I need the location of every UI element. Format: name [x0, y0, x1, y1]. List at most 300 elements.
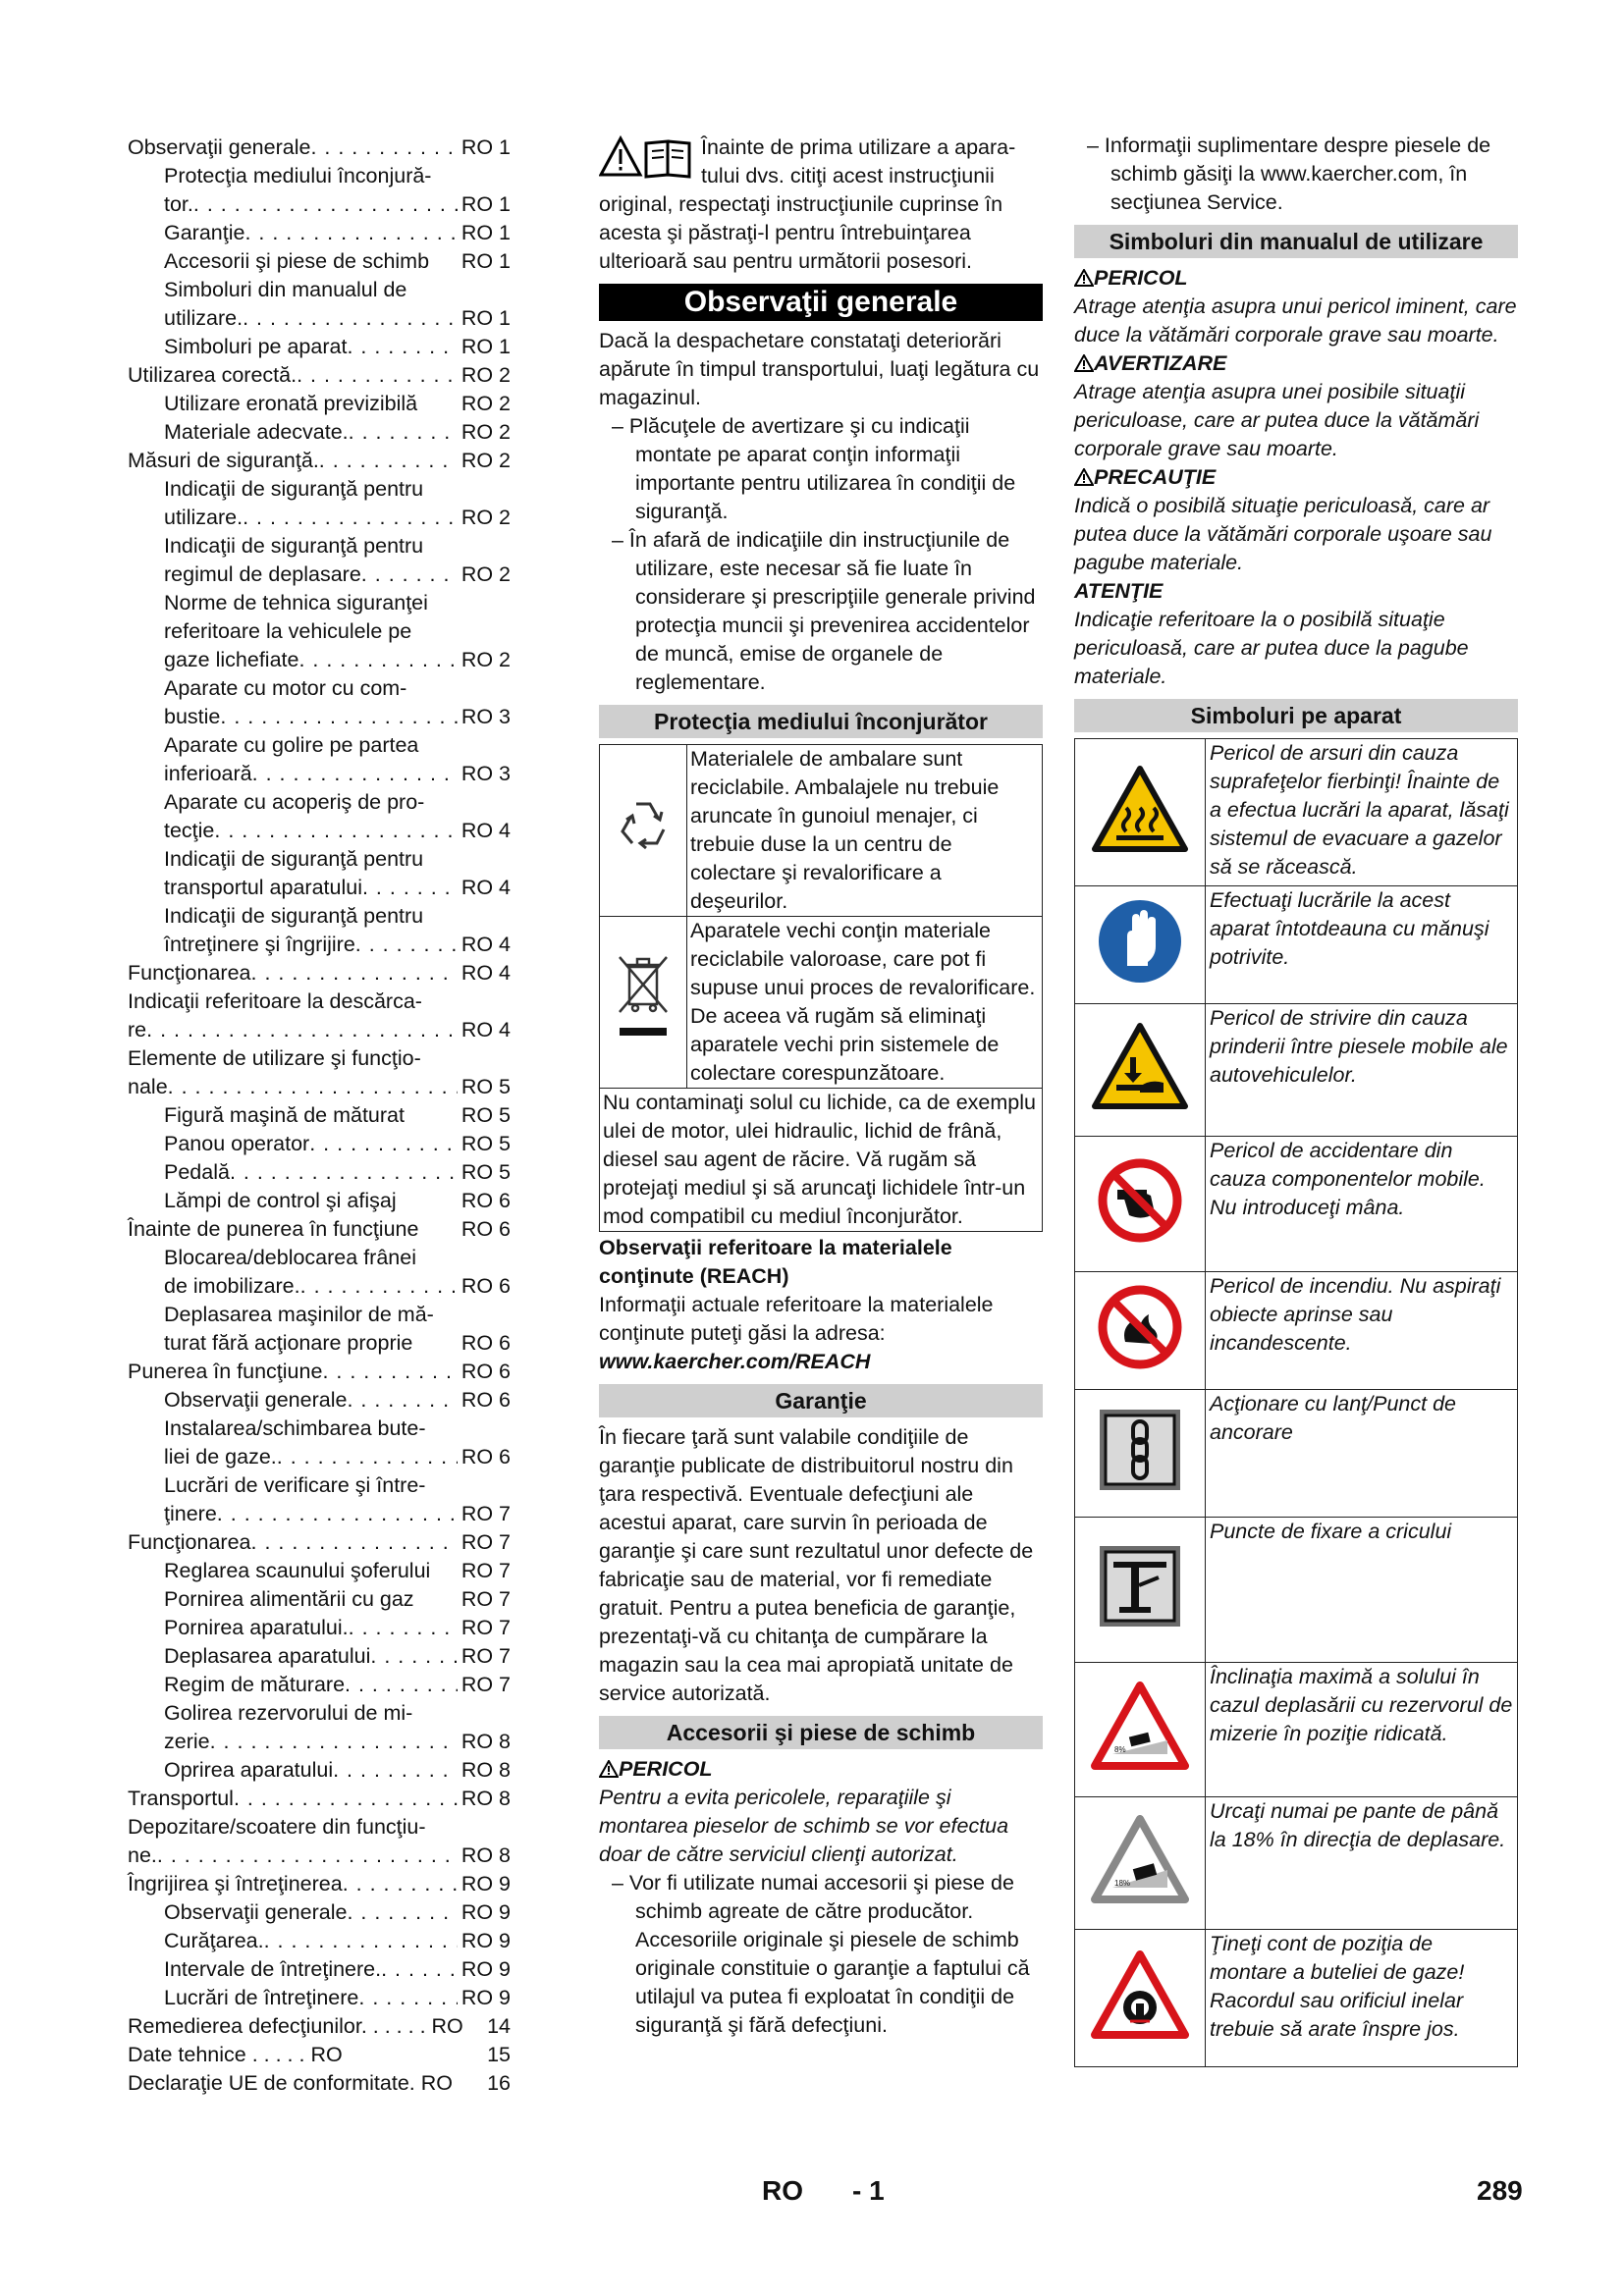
toc-entry-page: RO 3 — [460, 762, 511, 785]
toc-entry[interactable] — [128, 589, 511, 617]
toc-entry-title: Punerea în funcţiune — [128, 1360, 323, 1383]
signal-word-danger: PERICOL — [1094, 266, 1188, 290]
toc-entry-page: RO 6 — [460, 1189, 511, 1212]
toc-entry-title: regimul de deplasare — [164, 562, 361, 586]
signal-desc-caution: Indică o posibilă situaţie periculoasă, care ar putea duce la vătămări corporale uşoare sau pagube materiale. — [1074, 494, 1492, 574]
device-symbol-text: Urcaţi numai pe pante de până la 18% în direcţia de deplasare. — [1206, 1797, 1518, 1930]
toc-entry[interactable] — [128, 418, 511, 447]
toc-entry-page: RO 5 — [460, 1103, 511, 1127]
toc-entry-page-number: 16 — [487, 2071, 511, 2095]
toc-entry-title: Indicaţii de siguranţă pentru — [164, 847, 424, 871]
device-symbol-cell — [1075, 886, 1206, 1004]
device-symbol-cell — [1075, 1272, 1206, 1390]
toc-entry[interactable] — [128, 2012, 511, 2041]
toc-entry-page: RO 2 — [460, 562, 511, 586]
toc-entry-title: Lucrări de întreţinere — [164, 1986, 359, 2009]
toc-entry[interactable] — [128, 617, 511, 646]
toc-entry-page: RO 6 — [460, 1360, 511, 1383]
toc-entry-title: întreţinere şi îngrijire — [164, 933, 355, 956]
device-symbol-text: Acţionare cu lanţ/Punct de ancorare — [1206, 1390, 1518, 1518]
toc-entry-page: RO 2 — [460, 420, 511, 444]
danger-triangle-icon — [599, 1760, 619, 1778]
toc-entry[interactable] — [128, 703, 511, 731]
toc-entry[interactable] — [128, 731, 511, 760]
toc-entry[interactable] — [128, 1671, 511, 1699]
toc-leader — [157, 1842, 458, 1870]
toc-leader — [252, 760, 458, 788]
toc-leader — [417, 390, 461, 418]
footer-page-number: 289 — [1477, 2175, 1523, 2206]
device-symbol-text: Pericol de accidentare din cauza componentelor mobile. Nu introduceţi mâna. — [1206, 1137, 1518, 1272]
device-symbol-row — [1075, 1518, 1518, 1663]
bin-text: Aparatele vechi conţin materiale reciclabile valoroase, care pot fi supuse unui proces de revalorificare. De aceea vă rugăm să eliminaţi aparatele vechi prin sistemele de colectare corespunzătoare. — [687, 917, 1043, 1089]
toc-entry[interactable] — [128, 247, 511, 276]
toc-entry-title: Deplasarea aparatului — [164, 1644, 371, 1668]
gloves-icon — [1096, 967, 1184, 990]
toc-entry-page: RO 4 — [460, 876, 511, 899]
toc-entry-title: Garanţie — [164, 221, 245, 244]
toc-entry-title: Pedală — [164, 1160, 230, 1184]
toc-leader — [319, 447, 458, 475]
toc-entry-title: de imobilizare. — [164, 1274, 300, 1298]
toc-entry-title: zerie — [164, 1730, 210, 1753]
toc-entry[interactable] — [128, 1130, 511, 1158]
liquids-text: Nu contaminaţi solul cu lichide, ca de exemplu ulei de motor, ulei hidraulic, lichid de frână, diesel sau agent de răcire. Vă rugăm să protejaţi mediul şi să aruncaţi lichidele într-un mod compatibil cu mediul înconjurător. — [600, 1089, 1043, 1232]
toc-entry-title: Indicaţii referitoare la descărca- — [128, 989, 422, 1013]
toc-entry-title: Materiale adecvate. — [164, 420, 349, 444]
reach-url[interactable]: www.kaercher.com/REACH — [599, 1350, 871, 1373]
signal-word-warning: AVERTIZARE — [1094, 351, 1227, 375]
toc-entry[interactable] — [128, 1842, 511, 1870]
heading-accessories: Accesorii şi piese de schimb — [599, 1716, 1043, 1749]
reach-heading: Observaţii referitoare la materialele conţinute (REACH) — [599, 1236, 952, 1288]
warning-triangle-icon — [1074, 354, 1094, 372]
toc-entry[interactable] — [128, 1272, 511, 1301]
toc-leader — [362, 874, 458, 902]
toc-entry-page: RO — [431, 2014, 463, 2038]
toc-entry-title: ne. — [128, 1843, 157, 1867]
toc-entry[interactable] — [128, 1528, 511, 1557]
read-manual-warning-icon — [599, 135, 691, 179]
toc-entry[interactable] — [128, 333, 511, 361]
toc-leader — [347, 333, 457, 361]
toc-entry-title: Figură maşină de măturat — [164, 1103, 405, 1127]
toc-entry-page-number: 14 — [487, 2014, 511, 2038]
heading-warranty: Garanţie — [599, 1384, 1043, 1417]
toc-entry-title: liei de gaze. — [164, 1445, 277, 1468]
toc-leader — [300, 1272, 458, 1301]
device-symbol-cell — [1075, 1930, 1206, 2067]
toc-entry-title: Depozitare/scoatere din funcţiu- — [128, 1815, 426, 1839]
toc-entry-page: RO 7 — [460, 1673, 511, 1696]
toc-entry-page: RO 1 — [460, 335, 511, 358]
toc-entry-title: Aparate cu acoperiş de pro- — [164, 790, 425, 814]
accessories-signal-word: PERICOL — [619, 1757, 713, 1781]
toc-entry-title: Accesorii şi piese de schimb — [164, 249, 430, 273]
toc-entry[interactable] — [128, 1728, 511, 1756]
toc-leader — [309, 1130, 458, 1158]
toc-entry-title: Oprirea aparatului — [164, 1758, 334, 1782]
toc-entry[interactable] — [128, 447, 511, 475]
toc-entry-title: Lucrări de verificare şi între- — [164, 1473, 426, 1497]
toc-entry-title: tecţie — [164, 819, 215, 842]
toc-leader — [358, 1984, 457, 2012]
signal-desc-danger: Atrage atenţia asupra unui pericol iminent, care duce la vătămări corporale grave sau moarte. — [1074, 294, 1517, 347]
toc-entry-page: RO 5 — [460, 1132, 511, 1155]
toc-leader — [345, 1671, 458, 1699]
column-right — [1074, 133, 1518, 2067]
toc-entry-page: RO — [420, 2071, 454, 2095]
toc-entry-page-number: 15 — [487, 2043, 511, 2066]
toc-entry-title: Declaraţie UE de conformitate. — [128, 2071, 415, 2095]
toc-entry[interactable] — [128, 1984, 511, 2012]
toc-entry[interactable] — [128, 1187, 511, 1215]
general-bullet-2: – În afară de indicaţiile din instrucţiunile de utilizare, este necesar să fie luate în considerare şi prescripţiile generale privind protecţia muncii şi prevenirea accidentelor de muncă, emise de organele de reglementare. — [612, 528, 1036, 694]
toc-leader — [429, 247, 461, 276]
toc-entry[interactable] — [128, 2041, 511, 2069]
toc-entry[interactable] — [128, 1215, 511, 1244]
device-symbol-cell — [1075, 739, 1206, 886]
toc-entry-page: RO 9 — [460, 1957, 511, 1981]
toc-entry[interactable] — [128, 276, 511, 304]
toc-leader — [370, 1642, 457, 1671]
device-symbols-table — [1074, 738, 1518, 2067]
bin-cell — [600, 917, 687, 1089]
toc-entry-title: Instalarea/schimbarea bute- — [164, 1416, 426, 1440]
toc-entry-page: RO 4 — [460, 1018, 511, 1041]
toc-entry-page: RO 6 — [460, 1217, 511, 1241]
toc-leader — [244, 219, 457, 247]
toc-entry[interactable] — [128, 1927, 511, 1955]
signal-word-attention: ATENŢIE — [1074, 579, 1164, 603]
toc-entry-title: Pornirea aparatului. — [164, 1616, 349, 1639]
toc-entry[interactable] — [128, 1443, 511, 1471]
toc-leader — [217, 1500, 458, 1528]
toc-entry[interactable] — [128, 1358, 511, 1386]
device-symbol-text: Puncte de fixare a cricului — [1206, 1518, 1518, 1663]
danger-triangle-icon — [1074, 269, 1094, 287]
toc-leader — [322, 1358, 457, 1386]
toc-entry[interactable] — [128, 1158, 511, 1187]
toc-entry[interactable] — [128, 1101, 511, 1130]
toc-leader — [349, 418, 458, 447]
toc-entry[interactable] — [128, 1642, 511, 1671]
recycle-cell — [600, 745, 687, 917]
toc-entry-title: Lămpi de control şi afişaj — [164, 1189, 397, 1212]
toc-entry[interactable] — [128, 1614, 511, 1642]
toc-entry[interactable] — [128, 504, 511, 532]
table-of-contents — [128, 133, 511, 2098]
toc-entry-title: referitoare la vehiculele pe — [164, 619, 412, 643]
toc-leader — [361, 561, 458, 589]
toc-leader — [333, 1756, 458, 1785]
toc-entry[interactable] — [128, 1785, 511, 1813]
toc-entry[interactable] — [128, 674, 511, 703]
toc-entry-page: RO 7 — [460, 1502, 511, 1525]
intro-line-1: Înainte de prima utilizare a apara- — [701, 135, 1016, 159]
toc-entry-page: RO 1 — [460, 192, 511, 216]
toc-entry[interactable] — [128, 361, 511, 390]
toc-entry-page: RO 9 — [460, 1900, 511, 1924]
toc-entry-page: RO 3 — [460, 705, 511, 728]
toc-leader — [349, 1614, 458, 1642]
toc-entry-title: Observaţii generale — [164, 1388, 348, 1412]
toc-entry[interactable] — [128, 874, 511, 902]
toc-entry-page: RO 7 — [460, 1587, 511, 1611]
toc-entry[interactable] — [128, 817, 511, 845]
toc-entry[interactable] — [128, 1813, 511, 1842]
toc-entry-page: RO 2 — [460, 392, 511, 415]
toc-entry-page: RO 8 — [460, 1843, 511, 1867]
toc-entry-title: Simboluri din manualul de — [164, 278, 407, 301]
toc-entry[interactable] — [128, 2069, 511, 2098]
toc-entry[interactable] — [128, 959, 511, 988]
recycle-text: Materialele de ambalare sunt reciclabile. Ambalajele nu trebuie aruncate în gunoiul menajer, ci trebuie duse la un centru de colectare şi revalorificare a deşeurilor. — [687, 745, 1043, 917]
tilt-icon — [1091, 1745, 1189, 1775]
column-middle — [599, 133, 1043, 2040]
heading-general-notes: Observaţii generale — [599, 284, 1043, 321]
toc-entry-page: RO 2 — [460, 363, 511, 387]
toc-leader — [397, 1187, 461, 1215]
toc-leader — [214, 817, 457, 845]
toc-leader — [264, 1927, 458, 1955]
toc-entry[interactable] — [128, 390, 511, 418]
no-reach-icon — [1096, 1226, 1184, 1250]
device-symbol-row — [1075, 1390, 1518, 1518]
toc-entry[interactable] — [128, 475, 511, 504]
device-symbol-row — [1075, 1272, 1518, 1390]
toc-entry-page: RO 8 — [460, 1787, 511, 1810]
toc-leader: . . . . . — [245, 2043, 311, 2066]
toc-entry-title: Panou operator — [164, 1132, 310, 1155]
device-symbol-text: Pericol de incendiu. Nu aspiraţi obiecte aprinse sau incandescente. — [1206, 1272, 1518, 1390]
toc-leader — [297, 361, 458, 390]
toc-entry-title: Blocarea/deblocarea frânei — [164, 1246, 416, 1269]
toc-entry-title: Măsuri de siguranţă. — [128, 449, 319, 472]
toc-entry[interactable] — [128, 304, 511, 333]
toc-entry-page: RO 8 — [460, 1758, 511, 1782]
toc-entry-title: Norme de tehnica siguranţei — [164, 591, 428, 614]
device-symbol-cell — [1075, 1137, 1206, 1272]
device-symbol-row — [1075, 1663, 1518, 1797]
toc-entry[interactable] — [128, 1557, 511, 1585]
toc-entry-title: Observaţii generale — [128, 135, 311, 159]
device-symbol-text: Pericol de strivire din cauza prinderii între piesele mobile ale autovehiculelor. — [1206, 1004, 1518, 1137]
device-symbol-cell — [1075, 1390, 1206, 1518]
toc-entry-title: utilizare. — [164, 306, 244, 330]
intro-block — [599, 133, 1043, 190]
toc-entry[interactable] — [128, 1073, 511, 1101]
toc-entry[interactable] — [128, 190, 511, 219]
toc-entry[interactable] — [128, 1329, 511, 1358]
toc-leader — [277, 1443, 458, 1471]
toc-entry-title: Deplasarea maşinilor de mă- — [164, 1303, 434, 1326]
heading-device-symbols: Simboluri pe aparat — [1074, 699, 1518, 732]
toc-entry-title: gaze lichefiate — [164, 648, 299, 671]
intro-line-2: tului dvs. citiţi acest instrucţiunii — [701, 164, 995, 187]
toc-entry-page: RO 2 — [460, 506, 511, 529]
toc-entry[interactable] — [128, 1870, 511, 1898]
device-symbol-row — [1075, 1797, 1518, 1930]
general-paragraph: Dacă la despachetare constataţi deteriorări apărute în timpul transportului, luaţi legătura cu magazinul. — [599, 329, 1040, 409]
toc-entry-page: RO 7 — [460, 1530, 511, 1554]
gas-bottle-icon — [1091, 2020, 1189, 2044]
toc-entry-title: Funcţionarea — [128, 961, 251, 985]
toc-entry-page: RO 4 — [460, 819, 511, 842]
toc-entry[interactable] — [128, 1756, 511, 1785]
toc-entry[interactable] — [128, 1471, 511, 1500]
toc-entry-title: turat fără acţionare proprie — [164, 1331, 413, 1355]
toc-entry-page: RO 5 — [460, 1075, 511, 1098]
device-symbol-cell — [1075, 1518, 1206, 1663]
toc-leader — [310, 133, 457, 162]
toc-entry-title: Remedierea defecţiunilor. — [128, 2014, 367, 2038]
toc-entry-page: RO 2 — [460, 449, 511, 472]
toc-entry-title: Indicaţii de siguranţă pentru — [164, 534, 424, 558]
toc-entry-title: nale — [128, 1075, 168, 1098]
toc-entry[interactable] — [128, 162, 511, 190]
toc-leader — [243, 504, 458, 532]
signal-desc-warning: Atrage atenţia asupra unei posibile situaţii periculoase, care ar putea duce la vătămări corporale grave sau moarte. — [1074, 380, 1480, 460]
hot-surface-icon — [1091, 834, 1189, 858]
toc-entry[interactable] — [128, 561, 511, 589]
footer-language: RO — [762, 2175, 803, 2206]
reach-paragraph: Informaţii actuale referitoare la materialele conţinute puteţi găsi la adresa: — [599, 1293, 994, 1345]
toc-entry-title: Funcţionarea — [128, 1530, 251, 1554]
svg-text:18%: 18% — [1114, 1879, 1131, 1888]
toc-entry-title: utilizare. — [164, 506, 244, 529]
toc-entry[interactable] — [128, 1500, 511, 1528]
jack-icon — [1096, 1612, 1184, 1635]
toc-entry[interactable] — [128, 1301, 511, 1329]
info-bullet: – Informaţii suplimentare despre piesele de schimb găsiţi la www.kaercher.com, în secţiunea Service. — [1087, 133, 1491, 214]
toc-leader — [220, 703, 457, 731]
device-symbol-row — [1075, 1137, 1518, 1272]
toc-entry-page: RO 4 — [460, 961, 511, 985]
toc-entry[interactable] — [128, 1955, 511, 1984]
device-symbol-text: Efectuaţi lucrările la acest aparat întotdeauna cu mănuşi potrivite. — [1206, 886, 1518, 1004]
toc-entry-title: Transportul — [128, 1787, 234, 1810]
toc-leader — [193, 190, 458, 219]
toc-entry-title: Observaţii generale — [164, 1900, 348, 1924]
device-symbol-cell — [1075, 1004, 1206, 1137]
device-symbol-cell — [1075, 1797, 1206, 1930]
svg-text:8%: 8% — [1114, 1745, 1126, 1754]
toc-entry-page: RO 4 — [460, 933, 511, 956]
toc-entry[interactable] — [128, 532, 511, 561]
toc-entry-page: RO 9 — [460, 1872, 511, 1896]
toc-entry[interactable] — [128, 1386, 511, 1415]
toc-entry[interactable] — [128, 1415, 511, 1443]
toc-entry[interactable] — [128, 988, 511, 1016]
toc-entry-title: Pornirea alimentării cu gaz — [164, 1587, 414, 1611]
toc-entry-title: Aparate cu golire pe partea — [164, 733, 419, 757]
toc-entry-page: RO 7 — [460, 1644, 511, 1668]
toc-entry-title: inferioară — [164, 762, 252, 785]
toc-entry-page: RO 6 — [460, 1445, 511, 1468]
toc-entry-title: Utilizare eronată previzibilă — [164, 392, 418, 415]
toc-entry[interactable] — [128, 1244, 511, 1272]
footer-local-page: - 1 — [852, 2175, 885, 2206]
toc-entry[interactable] — [128, 1585, 511, 1614]
toc-entry-title: ţinere — [164, 1502, 217, 1525]
toc-entry-title: Indicaţii de siguranţă pentru — [164, 904, 424, 928]
toc-entry-title: transportul aparatului — [164, 876, 362, 899]
toc-leader — [146, 1016, 458, 1044]
heading-manual-symbols: Simboluri din manualul de utilizare — [1074, 225, 1518, 258]
signal-desc-attention: Indicaţie referitoare la o posibilă situaţie periculoasă, care ar putea duce la pagube materiale. — [1074, 608, 1469, 688]
toc-leader — [418, 1215, 460, 1244]
toc-entry[interactable] — [128, 1016, 511, 1044]
toc-entry-page: RO 1 — [460, 306, 511, 330]
toc-entry[interactable] — [128, 845, 511, 874]
environment-table — [599, 744, 1043, 1232]
toc-leader — [412, 1329, 460, 1358]
toc-entry-title: Utilizarea corectă. — [128, 363, 298, 387]
caution-triangle-icon — [1074, 468, 1094, 486]
device-symbol-text: Înclinaţia maximă a solului în cazul deplasării cu rezervorul de mizerie în poziţie ridicată. — [1206, 1663, 1518, 1797]
toc-entry[interactable] — [128, 1044, 511, 1073]
toc-leader — [347, 1386, 457, 1415]
toc-entry[interactable] — [128, 788, 511, 817]
toc-entry[interactable] — [128, 133, 511, 162]
toc-entry-page: RO 7 — [460, 1559, 511, 1582]
toc-entry-page: RO 6 — [460, 1331, 511, 1355]
toc-entry-title: Golirea rezervorului de mi- — [164, 1701, 413, 1725]
accessories-bullet-1: – Vor fi utilizate numai accesorii şi piese de schimb agreate de către producător. Accesoriile originale şi piesele de schimb originale constituie o garanţie a faptului că utilajul va putea fi exploatat în condiţii de siguranţă şi fără defecţiuni. — [612, 1871, 1030, 2037]
toc-leader — [251, 1528, 458, 1557]
toc-entry[interactable] — [128, 1898, 511, 1927]
chain-icon — [1096, 1475, 1184, 1499]
warranty-paragraph: În fiecare ţară sunt valabile condiţiile de garanţie publicate de distribuitorul nostru din ţara respectivă. Eventuale defecţiuni ale acestui aparat, care survin în perioada de garanţie şi care sunt rezultatul unor defecte de fabricaţie sau de material, vor fi remediate gratuit. Pentru a putea beneficia de garanţie, prezentaţi-vă cu chitanţa de cumpărare la magazin sau la cea mai apropiată unitate de service autorizată. — [599, 1425, 1034, 1705]
toc-entry-title: Înainte de punerea în funcţiune — [128, 1217, 419, 1241]
device-symbol-text: Ţineţi cont de poziţia de montare a buteliei de gaze! Racordul sau orificiul inelar trebuie să arate înspre jos. — [1206, 1930, 1518, 2067]
toc-entry[interactable] — [128, 1699, 511, 1728]
crossed-bin-icon — [614, 949, 673, 1047]
toc-entry[interactable] — [128, 931, 511, 959]
toc-entry[interactable] — [128, 902, 511, 931]
toc-entry-page: RO — [310, 2043, 343, 2066]
no-fire-icon — [1096, 1353, 1184, 1376]
toc-leader — [243, 304, 458, 333]
intro-rest: original, respectaţi instrucţiunile cuprinse în acesta şi păstraţi-l pentru întrebuinţarea ulterioară sau pentru următorii posesori. — [599, 192, 1003, 273]
toc-entry-page: RO 2 — [460, 648, 511, 671]
toc-leader — [343, 1870, 458, 1898]
toc-entry[interactable] — [128, 760, 511, 788]
toc-entry-page: RO 6 — [460, 1388, 511, 1412]
toc-leader — [405, 1101, 461, 1130]
device-symbol-row — [1075, 1004, 1518, 1137]
device-symbol-cell — [1075, 1663, 1206, 1797]
device-symbol-row — [1075, 886, 1518, 1004]
slope-icon — [1091, 1879, 1189, 1908]
crush-icon — [1091, 1092, 1189, 1115]
toc-leader — [430, 1557, 461, 1585]
toc-entry-title: Curăţarea. — [164, 1929, 264, 1952]
toc-entry-title: re — [128, 1018, 147, 1041]
toc-leader — [210, 1728, 458, 1756]
recycle-icon — [609, 792, 677, 861]
toc-entry-title: Protecţia mediului înconjură- — [164, 164, 432, 187]
signal-word-caution: PRECAUŢIE — [1094, 465, 1217, 489]
toc-entry-title: Date tehnice — [128, 2043, 246, 2066]
toc-entry-page: RO 1 — [460, 249, 511, 273]
heading-environment: Protecţia mediului înconjurător — [599, 705, 1043, 738]
toc-entry[interactable] — [128, 646, 511, 674]
toc-entry[interactable] — [128, 219, 511, 247]
toc-leader — [381, 1955, 458, 1984]
toc-entry-title: tor. — [164, 192, 193, 216]
